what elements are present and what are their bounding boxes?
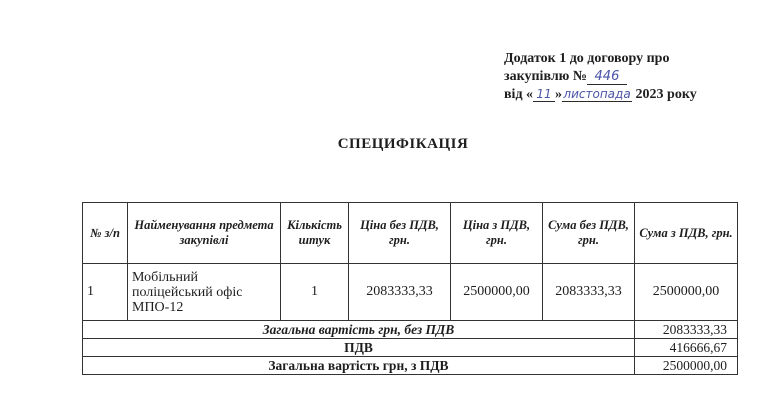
table-row [83,264,738,321]
contract-number: 446 [587,70,627,85]
annex-line-3 [504,86,697,104]
header-price-vat: Ціна з ПДВ, грн. [451,203,543,264]
document-title: СПЕЦИФІКАЦІЯ [337,136,469,152]
total-no-vat-value: 2083333,33 [635,321,738,339]
cell-price-no-vat: 2083333,33 [349,264,451,321]
cell-sum-no-vat: 2083333,33 [543,264,635,321]
cell-number: 1 [83,264,128,321]
contract-number-label: закупівлю № [504,69,587,84]
date-day: 11 [533,87,555,102]
cell-price-vat: 2500000,00 [451,264,543,321]
vat-value: 416666,67 [635,339,738,357]
specification-table [82,202,738,375]
cell-item-name: Мобільний поліцейський офіс МПО-12 [128,264,281,321]
total-vat-value: 2500000,00 [635,357,738,375]
total-vat-label: Загальна вартість грн, з ПДВ [83,357,635,375]
vat-row [83,339,738,357]
header-number: № з/п [83,203,128,264]
header-sum-vat: Сума з ПДВ, грн. [635,203,738,264]
total-no-vat-label: Загальна вартість грн, без ПДВ [83,321,635,339]
date-month: листопада [563,87,631,101]
header-quantity: Кількість штук [281,203,349,264]
total-vat-row [83,357,738,375]
vat-label: ПДВ [83,339,635,357]
date-year: 2023 року [635,87,697,102]
cell-sum-vat: 2500000,00 [635,264,738,321]
header-item-name: Найменування предмета закупівлі [128,203,281,264]
cell-quantity: 1 [281,264,349,321]
header-sum-no-vat: Сума без ПДВ, грн. [543,203,635,264]
table-header-row [83,203,738,264]
annex-line-2 [504,68,697,86]
annex-header [504,50,697,104]
total-no-vat-row [83,321,738,339]
date-label: від « [504,87,534,102]
annex-line-1: Додаток 1 до договору про [504,51,670,66]
date-quote: » [555,87,563,102]
header-price-no-vat: Ціна без ПДВ, грн. [349,203,451,264]
